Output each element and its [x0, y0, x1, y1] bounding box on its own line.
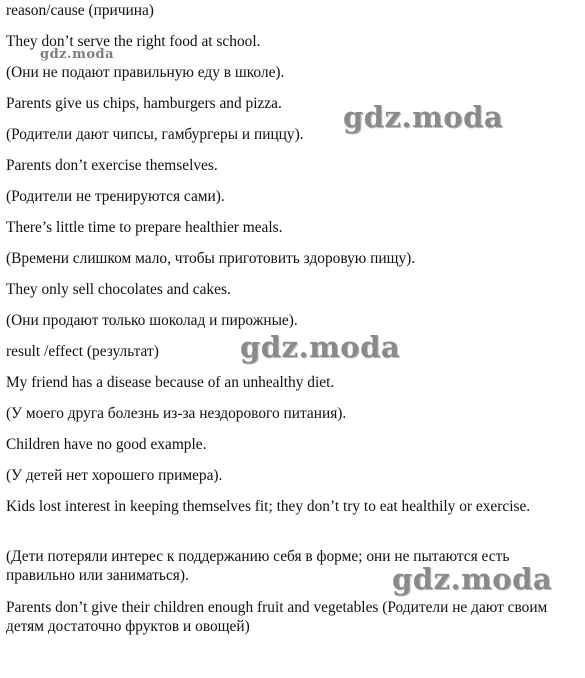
text-line: Parents give us chips, hamburgers and pizza.: [6, 95, 282, 112]
watermark: gdz.moda: [343, 100, 504, 134]
watermark-small: gdz.moda: [40, 47, 115, 62]
text-line-translation: (У детей нет хорошего примера).: [6, 467, 223, 484]
text-line: They don’t serve the right food at school.: [6, 33, 261, 50]
text-line-translation: (Времени слишком мало, чтобы приготовить здоровую пищу).: [6, 250, 416, 267]
text-line-translation: (Родители дают чипсы, гамбургеры и пиццу).: [6, 126, 304, 143]
section-heading-effect: result /effect (результат): [6, 343, 159, 360]
text-paragraph: Parents don’t give their children enough fruit and vegetables (Родители не дают своим детям достаточно фруктов и овощей): [6, 599, 548, 635]
text-paragraph-translation: (Дети потеряли интерес к поддержанию себя в форме; они не пытаются есть правильно или заниматься).: [6, 548, 510, 584]
watermark: gdz.moda: [392, 562, 553, 596]
text-line: Children have no good example.: [6, 436, 207, 453]
text-line: There’s little time to prepare healthier meals.: [6, 219, 283, 236]
section-heading-cause: reason/cause (причина): [6, 2, 154, 19]
watermark: gdz.moda: [240, 330, 401, 364]
text-line: My friend has a disease because of an unhealthy diet.: [6, 374, 335, 391]
text-line-translation: (Родители не тренируются сами).: [6, 188, 225, 205]
text-line-translation: (Они продают только шоколад и пирожные).: [6, 312, 298, 329]
text-line-translation: (У моего друга болезнь из-за нездорового питания).: [6, 405, 347, 422]
text-line: Parents don’t exercise themselves.: [6, 157, 218, 174]
text-line: They only sell chocolates and cakes.: [6, 281, 231, 298]
text-paragraph: Kids lost interest in keeping themselves fit; they don’t try to eat healthily or exercise.: [6, 498, 531, 515]
text-line-translation: (Они не подают правильную еду в школе).: [6, 64, 285, 81]
